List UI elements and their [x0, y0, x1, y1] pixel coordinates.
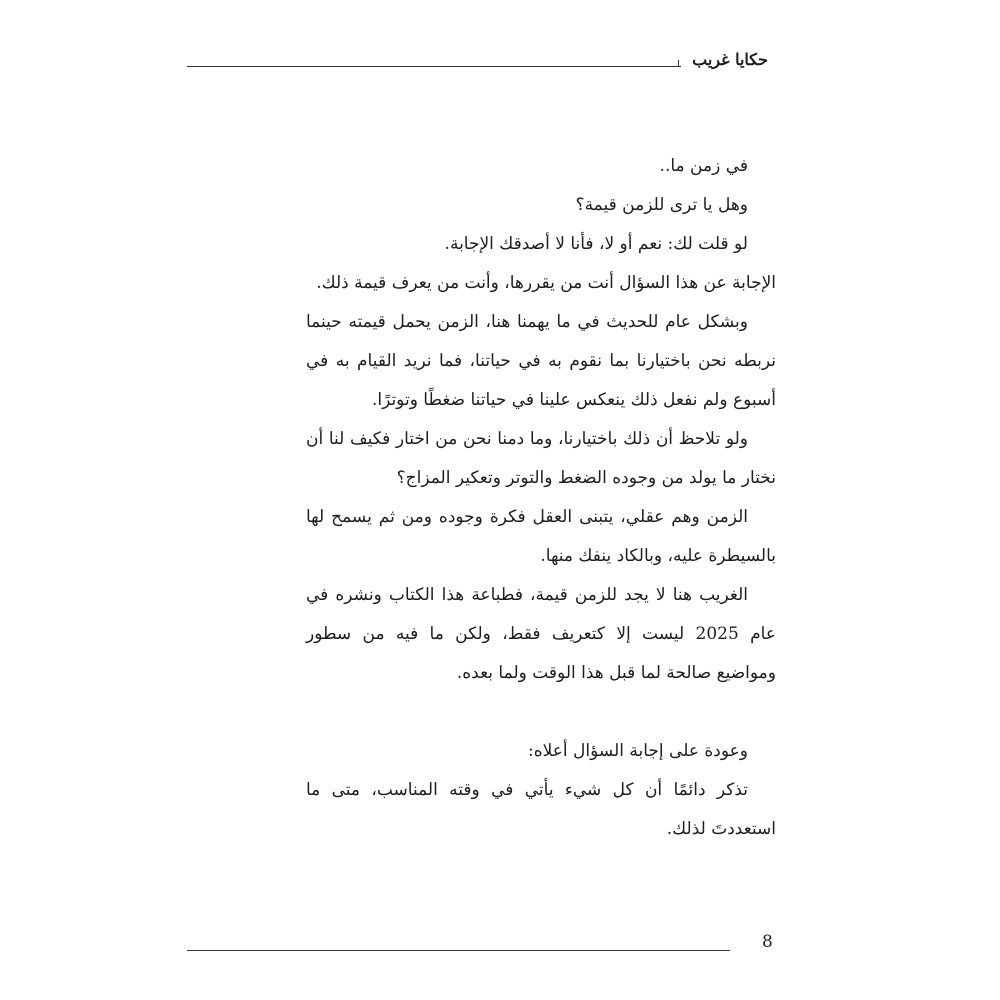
paragraph: الزمن وهم عقلي، يتبنى العقل فكرة وجوده ومن ثم يسمح لها بالسيطرة عليه، وبالكاد ينفك منها.	[306, 507, 776, 566]
paragraph: الغريب هنا لا يجد للزمن قيمة، فطباعة هذا الكتاب ونشره في عام 2025 ليست إلا كتعريف فقط، ولكن ما فيه من سطور ومواضيع صالحة لما قبل هذا الوقت ولما بعده.	[306, 585, 776, 683]
page-number: 8	[762, 932, 773, 952]
body-text	[306, 147, 776, 849]
paragraph: في زمن ما..	[659, 156, 748, 176]
paragraph: وعودة على إجابة السؤال أعلاه:	[528, 741, 748, 761]
paragraph: لو قلت لك: نعم أو لا، فأنا لا أصدقك الإجابة.	[444, 234, 748, 254]
paragraph: وهل يا ترى للزمن قيمة؟	[575, 195, 748, 215]
running-header-title: حكايا غريب	[692, 50, 768, 69]
paragraph: ولو تلاحظ أن ذلك باختيارنا، وما دمنا نحن من اختار فكيف لنا أن نختار ما يولد من وجوده الضغط والتوتر وتعكير المزاج؟	[306, 429, 776, 488]
header-rule	[187, 66, 681, 67]
header-rule-tick	[678, 60, 682, 66]
paragraph: وبشكل عام للحديث في ما يهمنا هنا، الزمن يحمل قيمته حينما نربطه نحن باختيارنا بما نقوم به في حياتنا، فما نريد القيام به في أسبوع ولم نفعل ذلك ينعكس علينا في حياتنا ضغطًا وتوترًا.	[306, 312, 776, 410]
paragraph: تذكر دائمًا أن كل شيء يأتي في وقته المناسب، متى ما استعددتَ لذلك.	[306, 780, 776, 839]
footer-rule	[187, 950, 730, 951]
paragraph: الإجابة عن هذا السؤال أنت من يقررها، وأنت من يعرف قيمة ذلك.	[316, 273, 776, 293]
